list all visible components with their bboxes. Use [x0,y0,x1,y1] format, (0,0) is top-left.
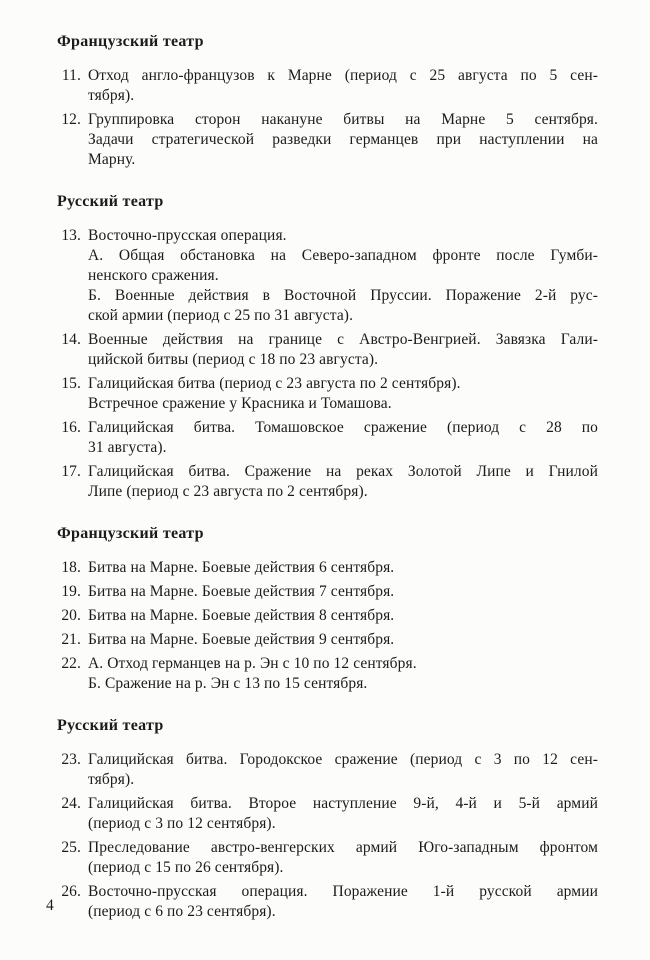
item-number: 19. [61,583,81,600]
item-line: тября). [88,771,135,788]
toc-item [55,418,598,458]
item-line: Галицийская битва. Сражение на реках Золотой Липе и Гнилой [88,463,598,480]
item-text [88,838,598,878]
toc-item [55,330,598,370]
item-text [88,558,598,578]
item-line: Б. Сражение на р. Эн с 13 по 15 сентября. [88,675,368,692]
item-number: 18. [61,559,81,576]
item-line: ской армии (период с 25 по 31 августа). [88,307,354,324]
toc-item [55,882,598,922]
item-line: Встречное сражение у Красника и Томашова. [88,395,392,412]
item-text [88,66,598,106]
toc-item [55,558,598,578]
toc-item [55,226,598,326]
page-number: 4 [46,897,54,914]
item-number: 24. [61,795,81,812]
toc-section [55,192,598,502]
item-line: Задачи стратегической разведки германцев при наступлении на [88,131,598,148]
item-number: 23. [61,751,81,768]
item-text [88,630,598,650]
toc-item [55,838,598,878]
toc-item [55,606,598,626]
item-text [88,462,598,502]
item-number: 11. [61,67,81,84]
item-line: ненского сражения. [88,267,219,284]
item-line: Битва на Марне. Боевые действия 8 сентября. [88,607,395,624]
toc-section [55,524,598,694]
item-line: Восточно-прусская операция. Поражение 1-й русской армии [88,883,598,900]
item-number: 14. [61,331,81,348]
toc-item [55,66,598,106]
item-line: Битва на Марне. Боевые действия 9 сентября. [88,631,395,648]
item-number: 15. [61,375,81,392]
toc-list [55,32,598,922]
item-line: Битва на Марне. Боевые действия 6 сентября. [88,559,395,576]
toc-item [55,374,598,414]
item-number: 13. [61,227,81,244]
item-line: (период с 15 по 26 сентября). [88,859,284,876]
item-line: Восточно-прусская операция. [88,227,287,244]
section-heading: Французский театр [57,525,204,542]
item-line: Марну. [88,151,136,168]
item-line: (период с 3 по 12 сентября). [88,815,276,832]
item-number: 20. [61,607,81,624]
section-heading: Французский театр [57,33,204,50]
item-text [88,654,598,694]
item-line: Военные действия на границе с Австро-Венгрией. Завязка Гали- [88,331,598,348]
item-number: 26. [61,883,81,900]
item-line: Галицийская битва (период с 23 августа по 2 сентября). [88,375,461,392]
item-line: (период с 6 по 23 сентября). [88,903,276,920]
item-line: Битва на Марне. Боевые действия 7 сентября. [88,583,395,600]
item-line: Отход англо-французов к Марне (период с 25 августа по 5 сен- [88,67,598,84]
item-text [88,794,598,834]
item-number: 12. [61,111,81,128]
toc-item [55,110,598,170]
toc-item [55,630,598,650]
toc-section [55,32,598,170]
item-text [88,582,598,602]
toc-item [55,462,598,502]
item-number: 25. [61,839,81,856]
item-line: Галицийская битва. Томашовское сражение (период с 28 по [88,419,598,436]
item-text [88,374,598,414]
item-text [88,882,598,922]
item-line: А. Общая обстановка на Северо-западном фронте после Гумби- [88,247,598,264]
item-line: тября). [88,87,135,104]
item-text [88,330,598,370]
item-number: 21. [61,631,81,648]
section-heading: Русский театр [57,717,164,734]
item-number: 16. [61,419,81,436]
item-line: Б. Военные действия в Восточной Пруссии. Поражение 2-й рус- [88,287,598,304]
section-heading: Русский театр [57,193,164,210]
toc-section [55,716,598,922]
item-line: А. Отход германцев на р. Эн с 10 по 12 сентября. [88,655,417,672]
item-line: Галицийская битва. Второе наступление 9-й, 4-й и 5-й армий [88,795,598,812]
toc-item [55,750,598,790]
item-text [88,750,598,790]
item-line: Группировка сторон накануне битвы на Марне 5 сентября. [88,111,598,128]
item-line: 31 августа). [88,439,167,456]
toc-item [55,582,598,602]
item-number: 22. [61,655,81,672]
item-text [88,110,598,170]
toc-item [55,794,598,834]
item-text [88,606,598,626]
item-line: Липе (период с 23 августа по 2 сентября). [88,483,368,500]
item-number: 17. [61,463,81,480]
item-line: Галицийская битва. Городокское сражение (период с 3 по 12 сен- [88,751,598,768]
item-text [88,226,598,326]
toc-item [55,654,598,694]
item-line: цийской битвы (период с 18 по 23 августа). [88,351,379,368]
item-line: Преследование австро-венгерских армий Юго-западным фронтом [88,839,598,856]
item-text [88,418,598,458]
